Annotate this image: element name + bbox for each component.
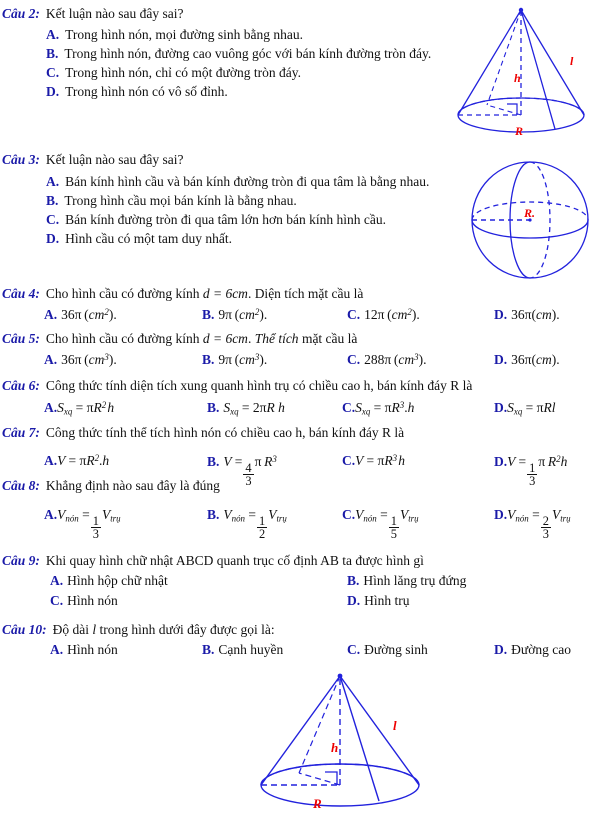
q6-option-a[interactable] [44,400,114,416]
option-formula: $V = \pi R^3$ h [355,453,405,468]
option-trailing: . [263,352,268,367]
option-letter: C. [347,307,361,322]
q8-label: Câu 8: [2,478,40,493]
q9-prompt: Khi quay hình chữ nhật ABCD quanh trục cố định AB ta được hình gì [45,553,424,568]
option-formula: $S_{xq} = \pi R^2$ h [57,400,115,417]
subscript-cylinder: trụ [276,513,287,524]
option-unit: cm [239,307,255,322]
q7-prompt: Công thức tính thể tích hình nón có chiều cao h, bán kính đáy R là [45,425,405,440]
option-text: Hình lăng trụ đứng [363,573,467,588]
option-formula: $V_{nón}$ = $\frac{1}{5}$ $V_{trụ}$ [355,507,419,542]
option-coef: 36 [511,352,525,367]
option-letter: A. [44,352,58,367]
q10-option-d[interactable] [494,642,571,658]
option-text: Cạnh huyền [218,642,284,657]
option-letter: C. [347,352,361,367]
q3-option-c[interactable] [46,210,454,229]
option-formula: $S_{xq} = \pi Rl$ [507,400,556,417]
pi-symbol: π [524,307,532,322]
q5-options [2,352,606,374]
frac-den: 5 [390,527,397,542]
option-text: Hình hộp chữ nhật [67,573,168,588]
option-letter: D. [494,307,508,322]
q6-option-c[interactable] [342,400,414,416]
q5-option-d[interactable]: D. 36π(cm). [494,352,560,367]
q2-prompt-row [2,6,454,22]
q9-options-row1 [2,573,606,593]
option-exp: 3 [104,352,109,362]
question-q2 [2,6,454,101]
option-exp: 3 [254,352,260,362]
q8-option-a[interactable] [44,502,121,542]
q2-options [2,25,454,101]
q4-prompt-after: . Diện tích mặt cầu là [247,286,364,301]
option-text: Trong hình cầu mọi bán kính là bằng nhau. [64,193,297,208]
q9-options-row2 [2,593,606,613]
q4-prompt-row [2,286,606,302]
q2-label: Câu 2: [2,6,40,21]
option-letter: C. [50,593,64,608]
q10-option-b[interactable] [202,642,283,658]
q8-prompt-row [2,478,606,494]
option-trailing: . [113,307,117,322]
q10-prompt-row [2,622,606,638]
q3-option-a[interactable] [46,172,454,191]
question-q5 [2,331,606,374]
q8-options [2,502,606,542]
option-letter: A. [44,453,58,468]
frac-den: 2 [259,527,266,542]
q3-prompt: Kết luận nào sau đây sai? [45,152,184,167]
option-text: Trong hình nón có vô số đỉnh. [65,84,228,99]
q2-option-c[interactable] [46,63,454,82]
option-letter: A. [44,400,58,415]
option-letter: B. [46,193,59,208]
cone-label-r: R [313,796,322,811]
option-letter: B. [202,352,215,367]
q10-option-a[interactable] [50,642,118,658]
option-letter: D. [347,593,361,608]
option-unit: cm [535,307,552,322]
option-letter: D. [494,507,508,522]
option-text: Hình cầu có một tam duy nhất. [65,231,232,246]
frac-num: 1 [390,513,397,528]
subscript-cone: nón [515,513,529,524]
q3-options [2,172,454,248]
pi-symbol: π [225,352,232,367]
pi-symbol: π [377,307,385,322]
q10-prompt-after: trong hình dưới đây được gọi là: [96,622,275,637]
option-letter: D. [494,352,508,367]
option-letter: B. [347,573,360,588]
option-letter: C. [342,507,356,522]
option-letter: C. [46,212,60,227]
q10-options [2,642,606,664]
option-letter: A. [46,174,60,189]
option-letter: B. [207,507,220,522]
q3-label: Câu 3: [2,152,40,167]
q10-label: Câu 10: [2,622,47,637]
option-trailing: . [423,352,427,367]
option-coef: 36 [61,352,75,367]
q7-option-a[interactable] [44,453,109,469]
option-unit: cm [88,352,105,367]
option-trailing: . [556,352,560,367]
option-text: Trong hình nón, chỉ có một đường tròn đáy. [65,65,301,80]
q5-prompt-before: Cho hình cầu có đường kính [45,331,203,346]
subscript-cylinder: trụ [408,513,419,524]
option-letter: D. [494,642,508,657]
question-q10 [2,622,606,664]
pi-symbol: π [524,352,532,367]
option-text: Trong hình nón, đường cao vuông góc với bán kính đường tròn đáy. [64,46,432,61]
option-formula: $V_{nón}$ = $\frac{2}{3}$ $V_{trụ}$ [507,507,571,542]
q10-prompt-math: l [92,622,97,637]
option-letter: D. [494,454,508,469]
q4-label: Câu 4: [2,286,40,301]
q9-label: Câu 9: [2,553,40,568]
option-letter: C. [342,453,356,468]
q9-option-b[interactable] [347,573,466,589]
question-q8 [2,478,606,542]
q7-label: Câu 7: [2,425,40,440]
option-text: Bán kính hình cầu và bán kính đường tròn đi qua tâm là bằng nhau. [65,174,430,189]
question-q3 [2,152,454,248]
q4-option-a[interactable]: A. 36π $(cm^2)$. [44,307,117,322]
q4-option-d[interactable]: D. 36π(cm). [494,307,560,322]
option-exp: 3 [414,352,419,362]
option-letter: A. [50,642,64,657]
q4-option-c[interactable]: C. 12π $(cm^2)$. [347,307,420,322]
option-letter: A. [50,573,64,588]
pi-symbol: π [74,307,82,322]
option-coef: 36 [61,307,75,322]
sphere-diagram [468,158,598,283]
option-formula: V = $\frac{1}{3}$ π $R^2h$ [507,454,568,489]
cone-label-l: l [570,54,574,68]
subscript-cone: nón [65,513,79,524]
option-formula: $S_{xq} = 2\pi R$ h [223,400,285,417]
option-letter: B. [202,307,215,322]
frac-num: 1 [259,513,266,528]
q6-option-d[interactable] [494,400,555,416]
pi-symbol: π [225,307,232,322]
option-letter: B. [202,642,215,657]
q9-option-c[interactable] [50,593,118,609]
q6-prompt-row [2,378,606,394]
option-unit: cm [398,352,415,367]
q8-option-d[interactable] [494,502,571,542]
option-letter: B. [207,454,220,469]
q5-prompt-after: mặt cầu là [298,331,358,346]
option-formula: $V = \pi R^2.h$ [57,453,110,468]
option-text: Hình trụ [364,593,410,608]
option-letter: A. [44,307,58,322]
q4-prompt [46,286,364,302]
cone-label-h: h [331,740,339,755]
q7-option-c[interactable] [342,453,405,469]
q5-option-c[interactable]: C. 288π $(cm^3)$. [347,352,427,367]
option-trailing: . [263,307,268,322]
q5-option-b[interactable]: B. 9π $(cm^3)$. [202,352,268,367]
q3-option-d[interactable] [46,229,454,248]
option-coef: 288 [364,352,385,367]
option-letter: B. [46,46,59,61]
subscript-cone: nón [363,513,377,524]
subscript-cone: nón [231,513,245,524]
question-q4 [2,286,606,329]
pi-symbol: π [74,352,82,367]
option-unit: cm [391,307,408,322]
option-unit: cm [535,352,552,367]
option-trailing: . [556,307,560,322]
q10-option-c[interactable] [347,642,428,658]
option-trailing: . [416,307,420,322]
option-text: Bán kính đường tròn đi qua tâm lớn hơn bán kính hình cầu. [65,212,386,227]
option-letter: C. [347,642,361,657]
option-exp: 2 [407,307,412,317]
option-letter: C. [342,400,356,415]
option-exp: 2 [104,307,109,317]
option-unit: cm [88,307,105,322]
cone-label-l: l [393,718,397,733]
option-unit: cm [239,352,255,367]
q5-prompt-math: d = 6cm [202,331,248,346]
q3-option-b[interactable] [46,191,454,210]
option-text: Đường cao [511,642,571,657]
cone-diagram-bottom [243,668,443,816]
option-coef: 12 [364,307,378,322]
option-trailing: . [113,352,117,367]
q4-option-b[interactable]: B. 9π $(cm^2)$. [202,307,268,322]
q5-label: Câu 5: [2,331,40,346]
option-letter: A. [44,507,58,522]
option-letter: D. [46,231,60,246]
cone-label-r: R [515,124,524,138]
q4-prompt-math: d = 6cm [202,286,248,301]
q2-option-d[interactable] [46,82,454,101]
q5-prompt-row [2,331,606,347]
frac-num: 2 [542,513,549,528]
question-q9 [2,553,606,613]
option-letter: A. [46,27,60,42]
option-coef: 36 [511,307,525,322]
sphere-label-r: R. [524,206,536,220]
subscript-cylinder: trụ [110,513,121,524]
option-text: Trong hình nón, mọi đường sinh bằng nhau. [65,27,303,42]
frac-num: 1 [92,513,99,528]
subscript-cylinder: trụ [560,513,571,524]
q6-option-b[interactable] [207,400,285,416]
q8-option-c[interactable] [342,502,419,542]
option-text: Hình nón [67,642,118,657]
option-formula: V = $\frac{4}{3}$ π $R^3$ [223,454,277,489]
q7-prompt-row [2,425,606,441]
cone-diagram [443,2,603,142]
q8-option-b[interactable] [207,502,287,542]
option-text: Đường sinh [364,642,428,657]
question-q6 [2,378,606,422]
frac-den: 3 [92,527,99,542]
q8-prompt: Khẳng định nào sau đây là đúng [45,478,220,493]
option-formula: $S_{xq} = \pi R^3.h$ [355,400,415,417]
q6-label: Câu 6: [2,378,40,393]
pi-symbol: π [384,352,392,367]
q6-options [2,400,606,422]
q9-option-d[interactable] [347,593,410,609]
option-coef: 9 [218,352,226,367]
q5-prompt-italic: Thể tích [254,331,299,346]
q5-prompt-sep: . [247,331,255,346]
option-letter: C. [46,65,60,80]
q2-option-a[interactable] [46,25,454,44]
option-text: Hình nón [67,593,118,608]
q4-prompt-before: Cho hình cầu có đường kính [45,286,203,301]
q2-option-b[interactable] [46,44,446,63]
q6-prompt: Công thức tính diện tích xung quanh hình trụ có chiều cao h, bán kính đáy R là [45,378,473,393]
option-letter: B. [207,400,220,415]
q4-options [2,307,606,329]
option-formula: $V_{nón}$ = $\frac{1}{2}$ $V_{trụ}$ [223,507,287,542]
option-formula: $V_{nón}$ = $\frac{1}{3}$ $V_{trụ}$ [57,507,121,542]
q5-option-a[interactable]: A. 36π $(cm^3)$. [44,352,117,367]
q10-prompt [53,622,275,638]
cone-label-h: h [514,71,521,85]
option-letter: D. [494,400,508,415]
q5-prompt [46,331,358,347]
option-exp: 2 [254,307,260,317]
q2-prompt: Kết luận nào sau đây sai? [45,6,184,21]
q3-prompt-row [2,152,454,168]
q9-prompt-row [2,553,606,569]
q10-prompt-before: Độ dài [52,622,93,637]
frac-den: 3 [542,527,549,542]
option-coef: 9 [218,307,226,322]
q9-option-a[interactable] [50,573,168,589]
option-letter: D. [46,84,60,99]
